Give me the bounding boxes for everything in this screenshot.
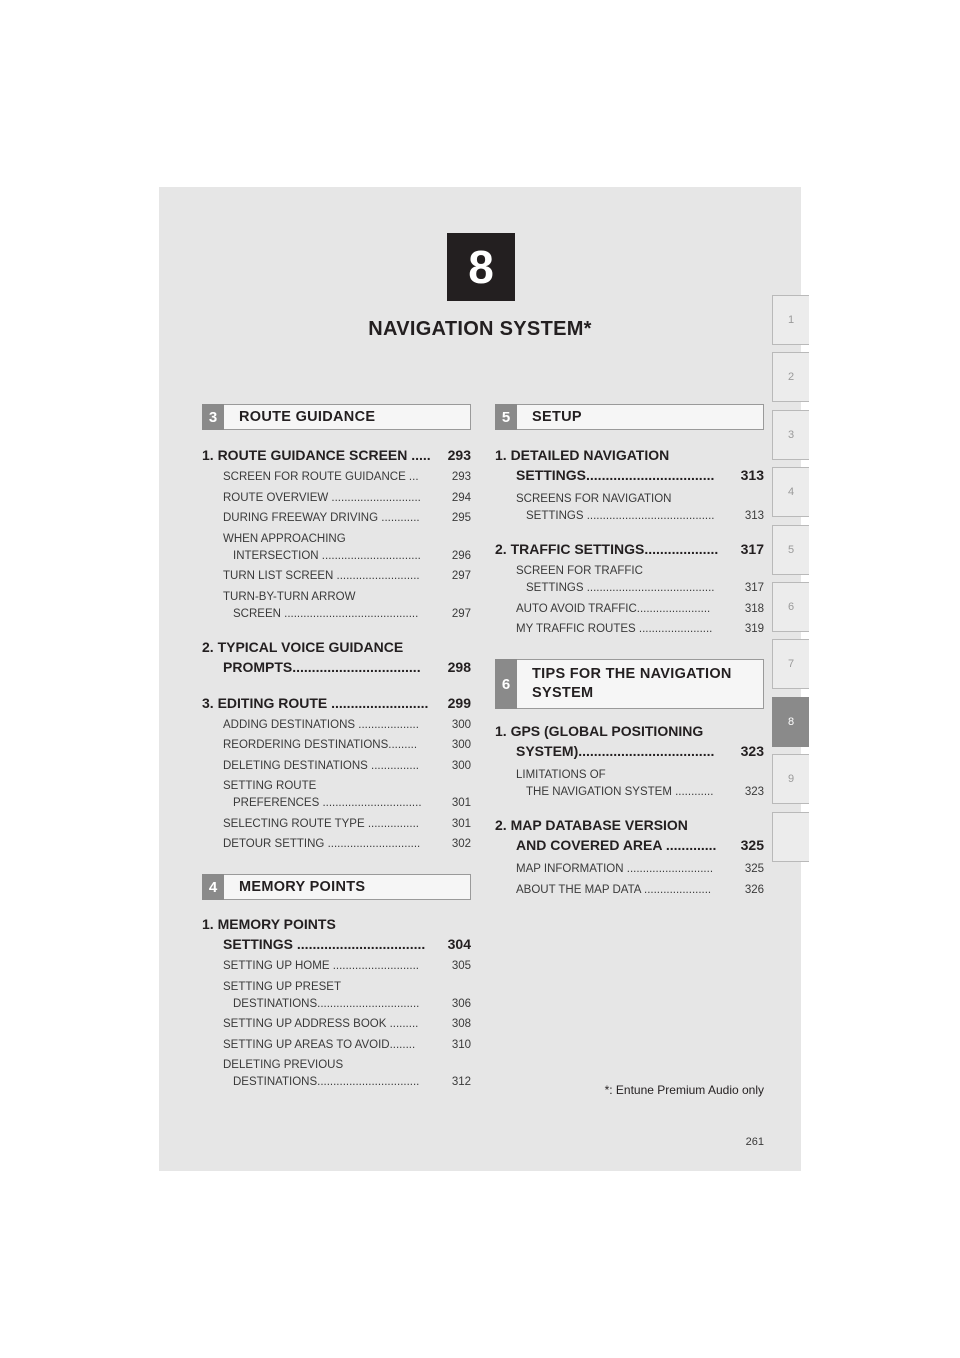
section-title: ROUTE GUIDANCE bbox=[239, 408, 376, 425]
toc-label: 1. DETAILED NAVIGATION bbox=[495, 447, 670, 463]
toc-sub-item[interactable] bbox=[202, 1016, 471, 1033]
toc-page: 310 bbox=[451, 1038, 471, 1051]
toc-page: 299 bbox=[447, 694, 471, 711]
toc-sub-item[interactable] bbox=[202, 717, 471, 734]
toc-label: DETOUR SETTING ............................. bbox=[223, 838, 421, 850]
toc-sub-item[interactable] bbox=[202, 568, 471, 585]
toc-label: 2. MAP DATABASE VERSION bbox=[495, 817, 688, 833]
toc-page: 297 bbox=[451, 607, 471, 620]
toc-sub-item[interactable] bbox=[202, 979, 471, 1013]
toc-sub-item[interactable] bbox=[202, 469, 471, 486]
toc-page: 297 bbox=[451, 570, 471, 582]
toc-label: 3. EDITING ROUTE ......................... bbox=[202, 694, 429, 711]
toc-label: 2. TYPICAL VOICE GUIDANCE bbox=[202, 638, 404, 655]
toc-label: SETTING UP HOME ........................... bbox=[223, 960, 419, 972]
toc-label-cont: AND COVERED AREA ............. bbox=[516, 837, 717, 853]
toc-label: 1. GPS (GLOBAL POSITIONING bbox=[495, 723, 704, 739]
chapter-tab-3[interactable]: 3 bbox=[772, 410, 809, 460]
toc-page: 319 bbox=[744, 623, 764, 635]
toc-label: TURN-BY-TURN ARROW bbox=[223, 590, 356, 603]
toc-label: MY TRAFFIC ROUTES ....................... bbox=[516, 623, 713, 635]
toc-label-cont: INTERSECTION ............................... bbox=[233, 549, 421, 562]
toc-sub-item[interactable] bbox=[495, 767, 764, 801]
toc-main-item[interactable] bbox=[495, 721, 764, 761]
toc-label: SCREEN FOR ROUTE GUIDANCE ... bbox=[223, 471, 419, 483]
toc-page: 308 bbox=[451, 1018, 471, 1030]
toc-sub-item[interactable] bbox=[495, 563, 764, 597]
toc-page: 323 bbox=[744, 786, 764, 798]
toc-sub-item[interactable] bbox=[202, 836, 471, 853]
toc-page: 300 bbox=[451, 718, 471, 731]
section-title-line1: TIPS FOR THE NAVIGATION bbox=[532, 666, 732, 682]
section-title bbox=[532, 660, 732, 708]
section-header-memory-points bbox=[202, 874, 471, 900]
toc-page: 317 bbox=[740, 541, 764, 557]
page-number: 261 bbox=[745, 1136, 764, 1148]
toc-sub-item[interactable] bbox=[202, 816, 471, 833]
section-header-route-guidance bbox=[202, 404, 471, 430]
chapter-tab-4[interactable]: 4 bbox=[772, 467, 809, 517]
toc-label: ROUTE OVERVIEW ............................ bbox=[223, 491, 421, 504]
toc-label: SCREEN FOR TRAFFIC bbox=[516, 565, 643, 577]
toc-label-cont: SETTINGS ........................................ bbox=[526, 510, 715, 522]
chapter-number-box: 8 bbox=[447, 233, 515, 301]
toc-page: 301 bbox=[451, 817, 471, 830]
chapter-tab-1[interactable]: 1 bbox=[772, 295, 809, 345]
toc-label: SETTING ROUTE bbox=[223, 780, 317, 792]
toc-sub-item[interactable] bbox=[495, 601, 764, 618]
toc-main-item[interactable] bbox=[495, 539, 764, 559]
toc-label: ABOUT THE MAP DATA ..................... bbox=[516, 883, 712, 896]
toc-page: 295 bbox=[451, 512, 471, 524]
toc-page: 325 bbox=[744, 863, 764, 875]
toc-sub-item[interactable] bbox=[202, 589, 471, 623]
toc-label: SELECTING ROUTE TYPE ................ bbox=[223, 817, 419, 830]
toc-label: ADDING DESTINATIONS ................... bbox=[223, 718, 419, 731]
toc-page: 301 bbox=[451, 797, 471, 809]
toc-sub-item[interactable] bbox=[495, 621, 764, 638]
section-header-setup bbox=[495, 404, 764, 430]
toc-page: 293 bbox=[451, 471, 471, 483]
chapter-tab-5[interactable]: 5 bbox=[772, 525, 809, 575]
toc-label: 1. ROUTE GUIDANCE SCREEN ..... bbox=[202, 447, 431, 463]
chapter-title: NAVIGATION SYSTEM* bbox=[368, 318, 592, 340]
section-header-tips bbox=[495, 659, 764, 709]
toc-label-cont: SETTINGS ................................. bbox=[223, 936, 426, 952]
toc-main-item[interactable] bbox=[202, 914, 471, 954]
toc-label: DURING FREEWAY DRIVING ............ bbox=[223, 512, 420, 524]
toc-label: REORDERING DESTINATIONS......... bbox=[223, 739, 418, 751]
chapter-tab-8[interactable]: 8 bbox=[772, 697, 809, 747]
toc-page: 302 bbox=[451, 838, 471, 850]
section-title: SETUP bbox=[532, 408, 582, 425]
toc-main-item[interactable] bbox=[495, 445, 764, 485]
toc-page: 306 bbox=[451, 997, 471, 1010]
toc-page: 326 bbox=[744, 883, 764, 896]
toc-label: MAP INFORMATION ........................... bbox=[516, 863, 714, 875]
toc-label: SETTING UP ADDRESS BOOK ......... bbox=[223, 1018, 419, 1030]
toc-main-item[interactable] bbox=[202, 693, 471, 713]
toc-label-cont: DESTINATIONS................................ bbox=[233, 1076, 420, 1088]
chapter-tab-2[interactable]: 2 bbox=[772, 352, 809, 402]
toc-sub-item[interactable] bbox=[495, 882, 764, 899]
toc-label-cont: SETTINGS ........................................ bbox=[526, 582, 715, 594]
section-number: 4 bbox=[202, 874, 224, 900]
toc-page: 318 bbox=[744, 602, 764, 615]
toc-page: 294 bbox=[451, 491, 471, 504]
section-title: MEMORY POINTS bbox=[239, 878, 366, 895]
toc-sub-item[interactable] bbox=[202, 510, 471, 527]
chapter-tabs bbox=[772, 295, 809, 869]
chapter-tab-9[interactable]: 9 bbox=[772, 754, 809, 804]
toc-sub-item[interactable] bbox=[202, 778, 471, 812]
section-number: 5 bbox=[495, 404, 517, 430]
toc-page: 300 bbox=[451, 739, 471, 751]
toc-tips bbox=[495, 721, 764, 899]
toc-label: SCREENS FOR NAVIGATION bbox=[516, 493, 672, 505]
toc-label: TURN LIST SCREEN .......................... bbox=[223, 570, 420, 582]
toc-main-item[interactable] bbox=[202, 637, 471, 677]
toc-page: 305 bbox=[451, 960, 471, 972]
toc-page: 300 bbox=[451, 759, 471, 772]
section-title-line2: SYSTEM bbox=[532, 685, 594, 701]
toc-label: AUTO AVOID TRAFFIC....................... bbox=[516, 602, 711, 615]
toc-page: 323 bbox=[740, 743, 764, 759]
footnote: *: Entune Premium Audio only bbox=[604, 1083, 764, 1097]
toc-label: DELETING PREVIOUS bbox=[223, 1059, 344, 1071]
toc-sub-item[interactable] bbox=[202, 958, 471, 975]
toc-sub-item[interactable] bbox=[202, 1037, 471, 1054]
toc-label-cont: SYSTEM)................................... bbox=[516, 743, 715, 759]
toc-sub-item[interactable] bbox=[495, 491, 764, 525]
section-number: 3 bbox=[202, 404, 224, 430]
toc-page: 313 bbox=[744, 510, 764, 522]
toc-page: 304 bbox=[447, 936, 471, 952]
toc-sub-item[interactable] bbox=[495, 861, 764, 878]
toc-label-cont: SCREEN .......................................... bbox=[233, 607, 419, 620]
toc-sub-item[interactable] bbox=[202, 737, 471, 754]
toc-page: 293 bbox=[447, 447, 471, 463]
toc-label: SETTING UP AREAS TO AVOID........ bbox=[223, 1038, 416, 1051]
toc-page: 325 bbox=[740, 837, 764, 853]
toc-page: 296 bbox=[451, 549, 471, 562]
toc-label: LIMITATIONS OF bbox=[516, 769, 606, 781]
toc-label: 1. MEMORY POINTS bbox=[202, 916, 336, 932]
toc-sub-item[interactable] bbox=[202, 490, 471, 507]
toc-sub-item[interactable] bbox=[202, 758, 471, 775]
toc-main-item[interactable] bbox=[495, 815, 764, 855]
chapter-tab-blank bbox=[772, 812, 809, 862]
toc-setup bbox=[495, 445, 764, 638]
toc-main-item[interactable] bbox=[202, 445, 471, 465]
toc-memory-points bbox=[202, 914, 471, 1091]
toc-label: WHEN APPROACHING bbox=[223, 532, 346, 545]
chapter-tab-7[interactable]: 7 bbox=[772, 639, 809, 689]
toc-sub-item[interactable] bbox=[202, 1057, 471, 1091]
toc-label-cont: DESTINATIONS................................ bbox=[233, 997, 420, 1010]
toc-page: 298 bbox=[447, 658, 471, 675]
toc-route-guidance bbox=[202, 445, 471, 853]
toc-label-cont: THE NAVIGATION SYSTEM ............ bbox=[526, 786, 714, 798]
toc-page: 312 bbox=[451, 1076, 471, 1088]
toc-label: DELETING DESTINATIONS ............... bbox=[223, 759, 419, 772]
chapter-tab-6[interactable]: 6 bbox=[772, 582, 809, 632]
toc-label: 2. TRAFFIC SETTINGS................... bbox=[495, 541, 719, 557]
toc-label: SETTING UP PRESET bbox=[223, 980, 342, 993]
section-number: 6 bbox=[495, 659, 517, 709]
toc-page: 313 bbox=[740, 467, 764, 483]
toc-label-cont: PREFERENCES ............................... bbox=[233, 797, 422, 809]
toc-sub-item[interactable] bbox=[202, 531, 471, 565]
toc-page: 317 bbox=[744, 582, 764, 594]
toc-label-cont: PROMPTS................................. bbox=[223, 658, 421, 675]
toc-label-cont: SETTINGS................................. bbox=[516, 467, 715, 483]
